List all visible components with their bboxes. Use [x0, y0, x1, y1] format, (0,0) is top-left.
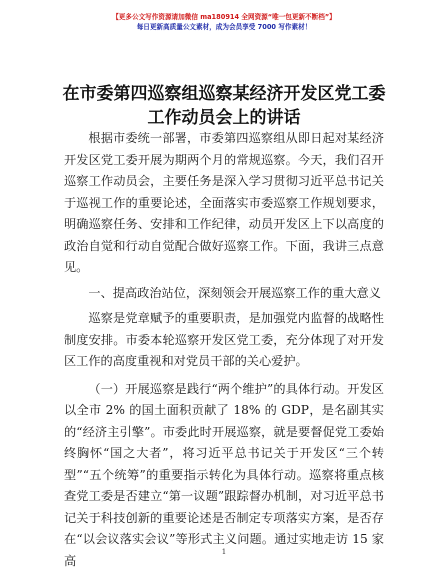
- document-title: 在市委第四巡察组巡察某经济开发区党工委工作动员会上的讲话: [62, 84, 386, 128]
- intro-paragraph: 根据市委统一部署，市委第四巡察组从即日起对某经济开发区党工委开展为期两个月的常规巡察。今天，我们召开巡察工作动员会，主要任务是深入学习贯彻习近平总书记关于巡视工作的重要论述，全面落实市委巡察工作规划要求，明确巡察任务、安排和工作纪律，动员开发区上下以高度的政治自觉和行动自觉配合做好巡察工作。下面，我讲三点意见。: [64, 131, 384, 274]
- document-body: [64, 128, 384, 576]
- banner-line-1: 【更多公文写作资源请加微信 ma180914 全网资源“唯一包更新不断档”】: [112, 13, 336, 21]
- section-heading-1: 一、提高政治站位，深刻领会开展巡察工作的重大意义: [88, 285, 381, 300]
- body-paragraph: 巡察是党章赋予的重要职责，是加强党内监督的战略性制度安排。市委本轮巡察开发区党工委，充分体现了对开发区工作的高度重视和对党员干部的关心爱护。: [64, 311, 384, 368]
- subsection-paragraph-1: （一）开展巡察是践行“两个维护”的具体行动。开发区以全市 2% 的国土面积贡献了 18% 的 GDP，是名副其实的“经济主引擎”。市委此时开展巡察，就是要督促党工委始终胸怀“国之大者”，将习近平总书记关于开发区“三个转型”“五个统筹”的重要指示转化为具体行动。巡察将重点核查党工委是否建立“第一议题”跟踪督办机制，对习近平总书记关于科技创新的重要论述是否制定专项落实方案，是否存在“以会议落实会议”等形式主义问题。通过实地走访 15 家高: [64, 381, 384, 568]
- page-number: 1: [221, 548, 227, 556]
- promo-banner: [0, 12, 448, 32]
- banner-line-2: 每日更新高质量公文素材，成为会员享受 7000 写作素材！: [136, 23, 312, 31]
